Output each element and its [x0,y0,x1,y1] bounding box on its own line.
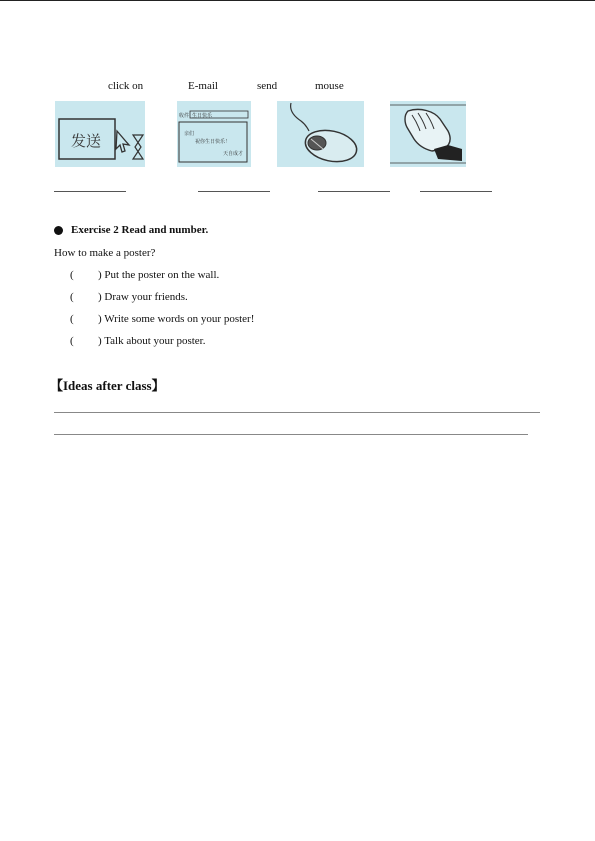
send-button-picture [55,101,145,167]
top-rule [0,0,595,1]
answer-paren[interactable]: ( [70,269,74,281]
exercise-2-heading [54,224,208,236]
answer-paren[interactable]: ( [70,313,74,325]
email-to-label: 收件 [179,113,190,119]
word-send: send [257,80,278,92]
writing-line-1[interactable] [54,412,540,413]
answer-blank-4[interactable] [420,190,492,192]
answer-paren[interactable]: ( [70,291,74,303]
step-text: ) Put the poster on the wall. [98,269,220,281]
bullet-icon [54,226,63,235]
writing-line-2[interactable] [54,434,528,435]
answer-blank-2[interactable] [198,190,270,192]
word-click-on: click on [108,80,144,92]
send-button-caption: 发送 [71,132,102,150]
answer-paren[interactable]: ( [70,335,74,347]
word-mouse: mouse [315,80,344,92]
step-text: ) Write some words on your poster! [98,313,255,325]
email-greeting: 亲们 [184,131,195,137]
word-email: E-mail [188,80,218,92]
step-item-3 [70,313,254,325]
step-item-1 [70,269,219,281]
email-body: 祝你生日快乐！ [195,139,231,145]
step-item-2 [70,291,188,303]
step-text: ) Draw your friends. [98,291,188,303]
step-item-4 [70,335,205,347]
email-subject: 生日快乐 [192,113,213,119]
email-sign: 天自成才 [223,151,244,157]
ideas-after-class-title: 【Ideas after class】 [50,378,165,393]
answer-blank-1[interactable] [54,190,126,192]
exercise-2-question: How to make a poster? [54,247,156,259]
hand-clicking-mouse-picture [390,101,466,167]
exercise-2-title: Exercise 2 Read and number. [71,224,209,236]
step-text: ) Talk about your poster. [98,335,206,347]
answer-blank-3[interactable] [318,190,390,192]
mouse-picture [277,101,364,167]
email-window-picture [177,101,251,167]
